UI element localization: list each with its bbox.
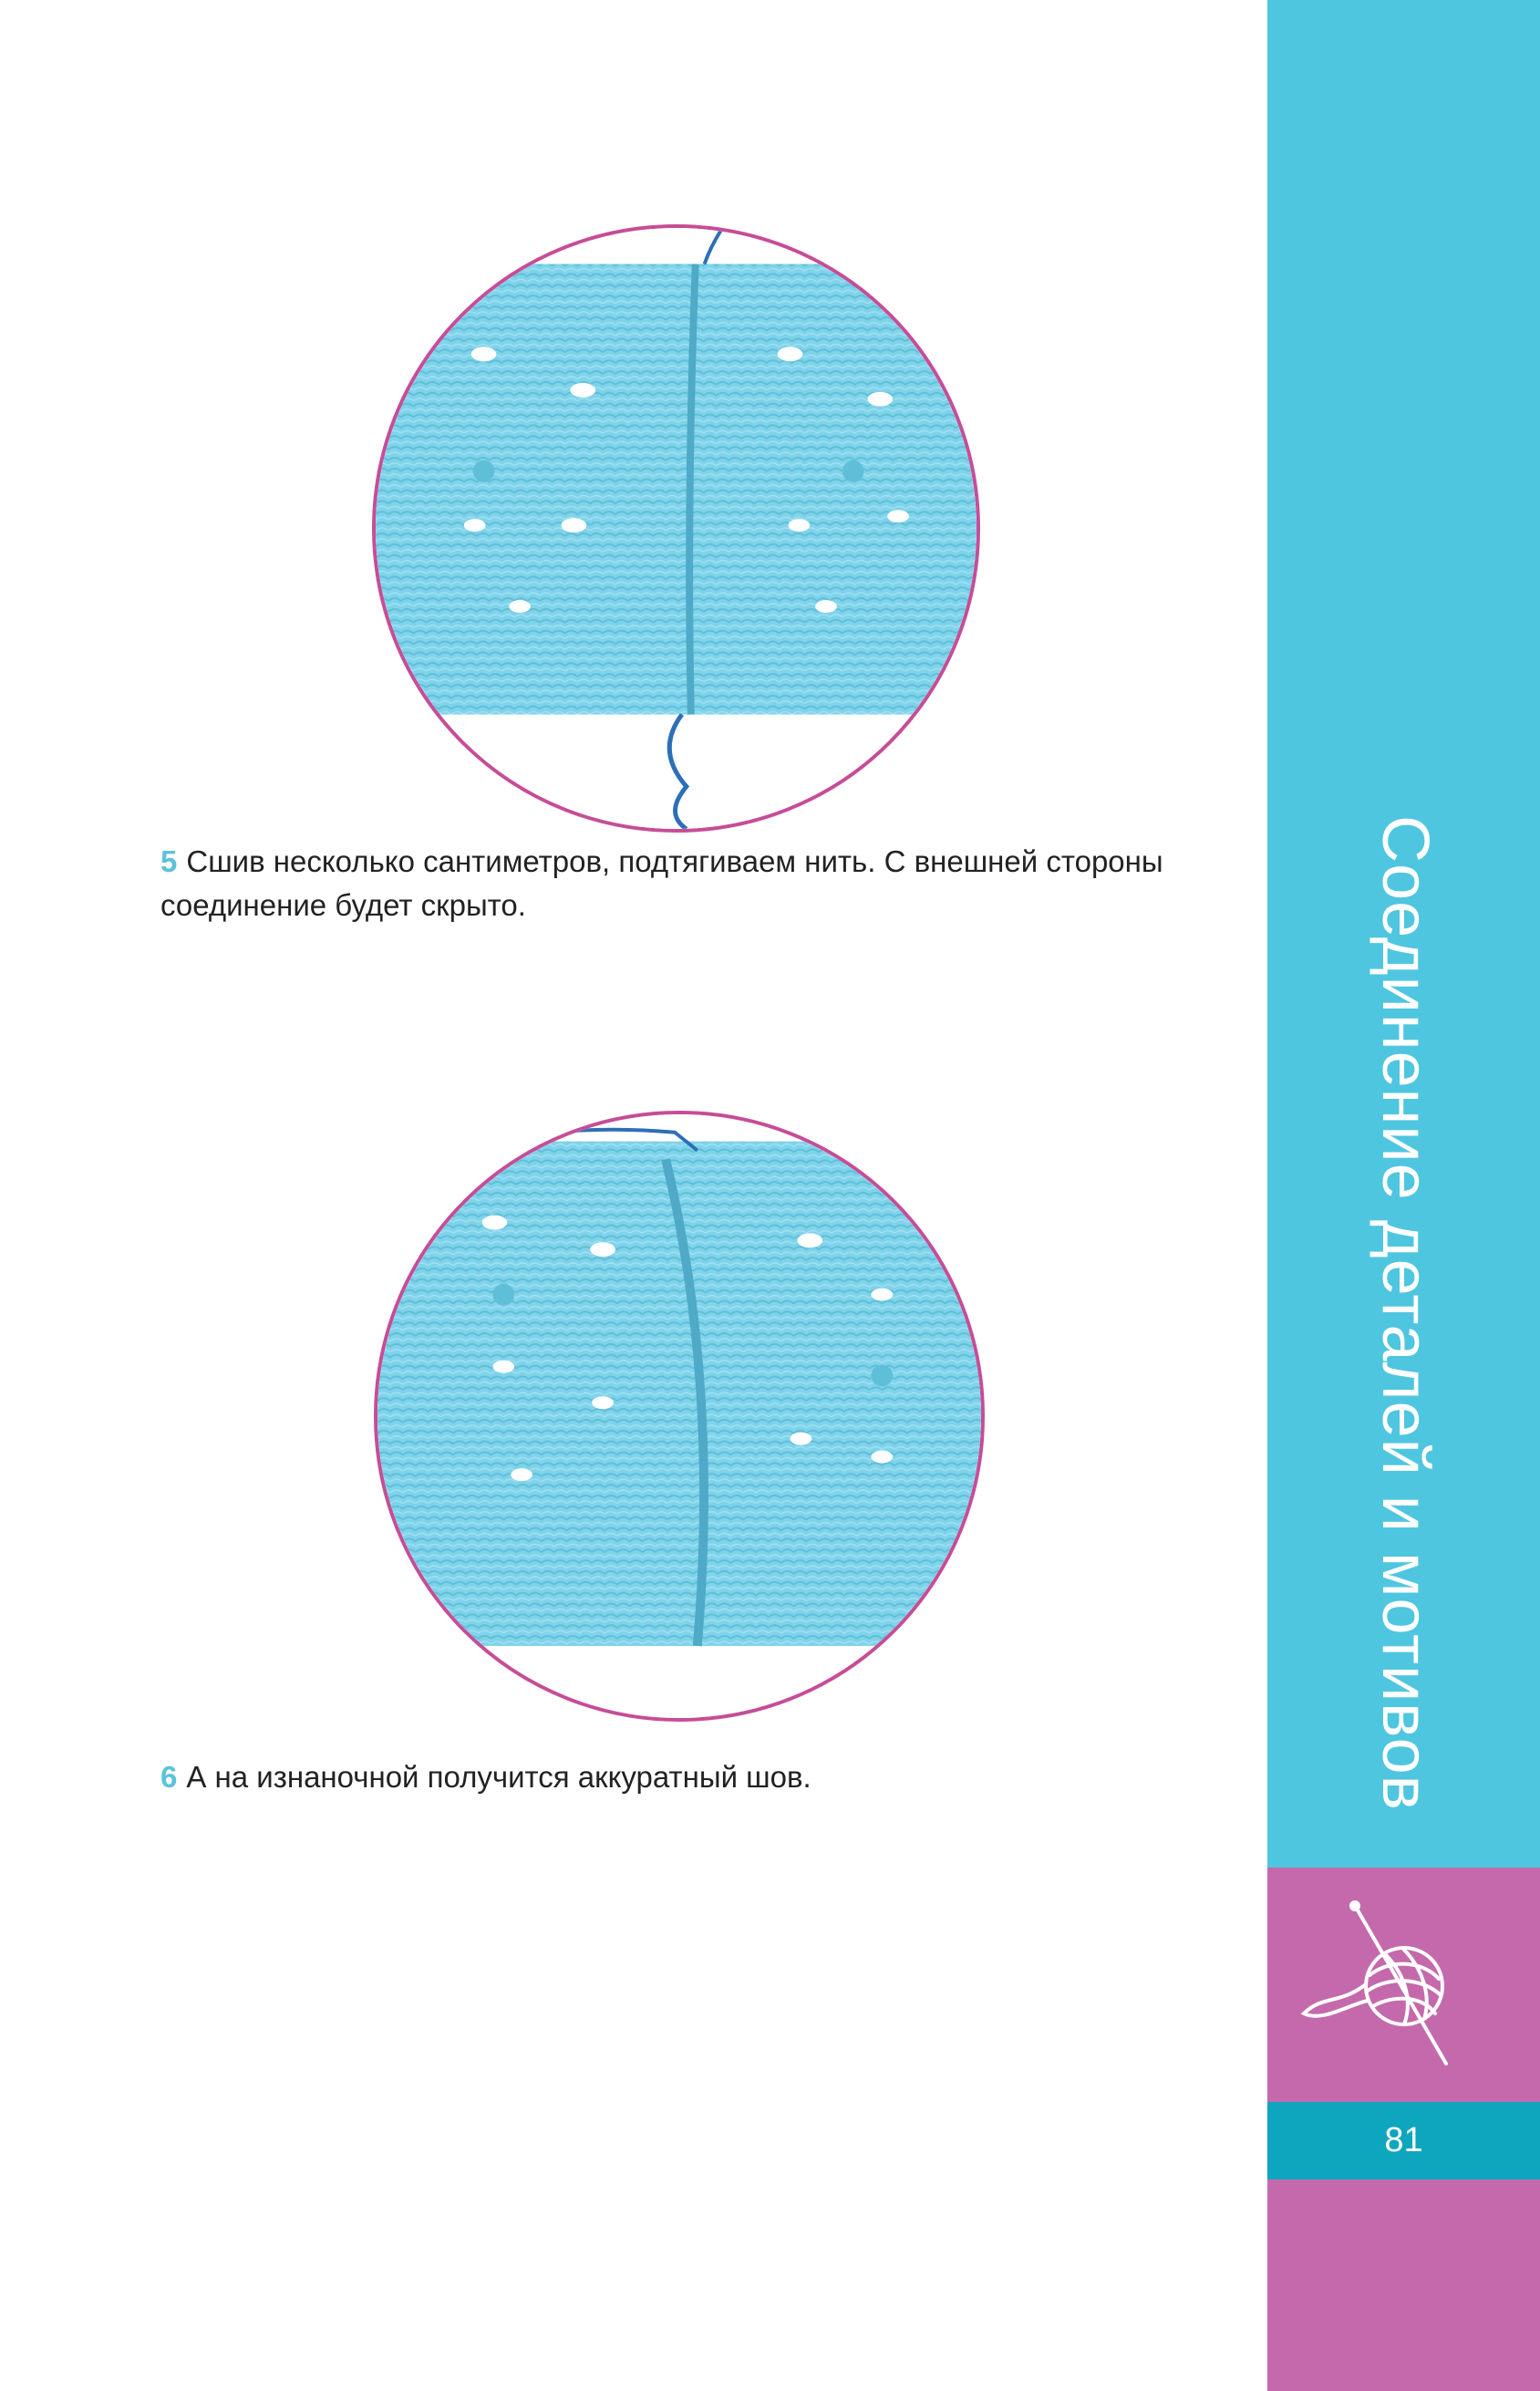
step-6-caption	[160, 1755, 1191, 1799]
step-5-caption	[160, 840, 1191, 927]
step-text: Сшив несколько сантиметров, подтягиваем нить. С внешней стороны соединение будет скрыто.	[160, 844, 1163, 922]
crochet-seam-front-photo	[372, 224, 980, 833]
yarn-ball-crochet-hook-icon	[1267, 1868, 1540, 2102]
section-title-vertical: Соединение деталей и мотивов	[1369, 815, 1442, 1811]
step-text: А на изнаночной получится аккуратный шов.	[186, 1760, 811, 1794]
sidebar-bottom-band	[1267, 2179, 1540, 2391]
page-number: 81	[1384, 2121, 1423, 2159]
sidebar-icon-band	[1267, 1868, 1540, 2102]
step-number: 5	[160, 844, 178, 878]
crochet-seam-back-photo	[374, 1111, 985, 1722]
step-number: 6	[160, 1760, 178, 1794]
